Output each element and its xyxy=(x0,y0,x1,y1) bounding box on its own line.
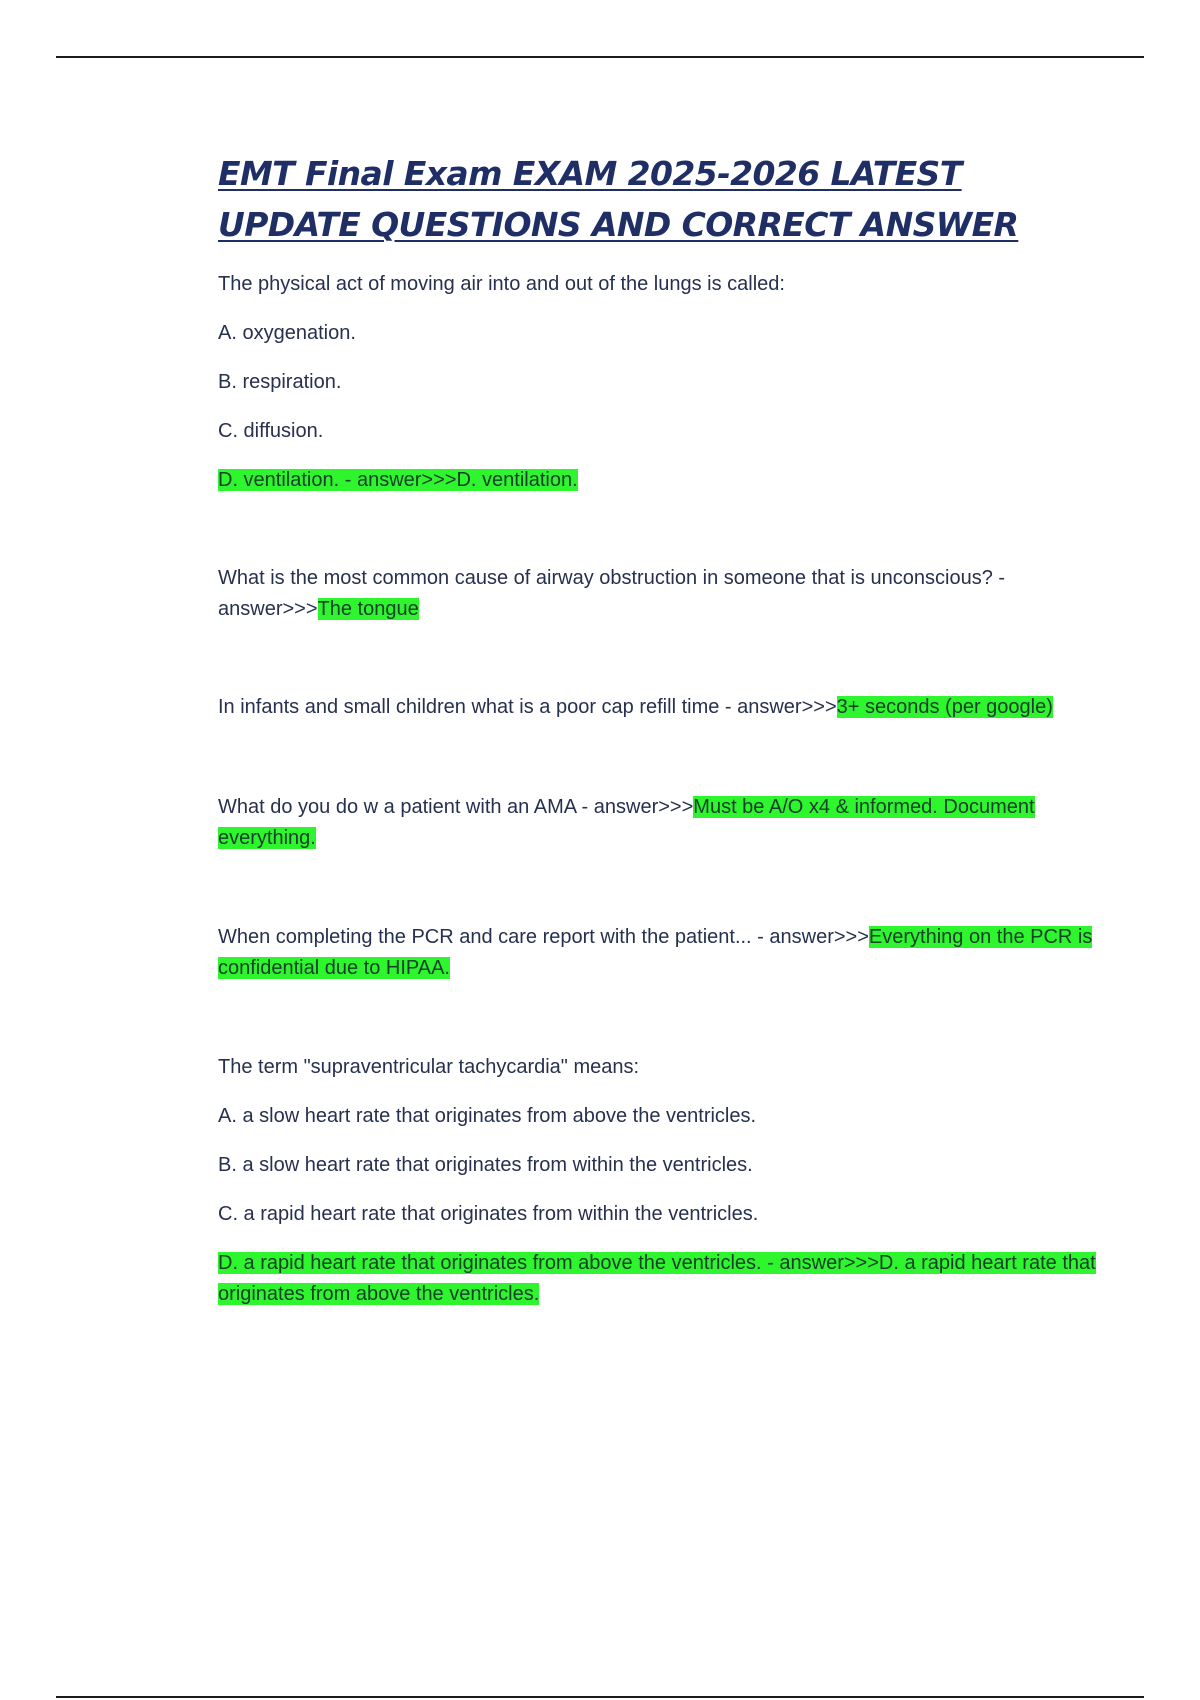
question-1-prompt: The physical act of moving air into and out of the lungs is called: xyxy=(218,273,785,295)
question-6-option-a: A. a slow heart rate that originates from above the ventricles. xyxy=(218,1105,757,1127)
question-5-prompt: When completing the PCR and care report with the patient... - answer>>> xyxy=(218,926,869,948)
question-2 xyxy=(218,563,1098,625)
question-1-option-c: C. diffusion. xyxy=(218,420,324,442)
question-6-option-b: B. a slow heart rate that originates from within the ventricles. xyxy=(218,1154,753,1176)
document-title: EMT Final Exam EXAM 2025-2026 LATEST UPDATE QUESTIONS AND CORRECT ANSWER xyxy=(218,154,1019,244)
answer-highlight: Everything on the PCR is confidential due to HIPAA. xyxy=(218,926,1093,979)
question-3-prompt: In infants and small children what is a poor cap refill time - answer>>> xyxy=(218,696,837,718)
bottom-rule xyxy=(56,1696,1144,1698)
question-5 xyxy=(218,922,1098,984)
answer-highlight: The tongue xyxy=(317,598,419,620)
answer-highlight: Must be A/O x4 & informed. Document everything. xyxy=(218,796,1035,849)
question-2-prompt: What is the most common cause of airway obstruction in someone that is unconscious? - answer>>> xyxy=(218,567,1006,620)
question-1-option-a: A. oxygenation. xyxy=(218,322,356,344)
document-body xyxy=(218,148,1098,1310)
question-3 xyxy=(218,692,1098,723)
top-rule xyxy=(56,56,1144,58)
answer-highlight: 3+ seconds (per google) xyxy=(836,696,1053,718)
question-6-option-c: C. a rapid heart rate that originates from within the ventricles. xyxy=(218,1203,759,1225)
question-6-answer xyxy=(218,1248,1098,1310)
question-1-answer xyxy=(218,465,1098,496)
answer-highlight: D. ventilation. - answer>>>D. ventilation. xyxy=(218,469,578,491)
question-4-prompt: What do you do w a patient with an AMA - answer>>> xyxy=(218,796,694,818)
answer-highlight: D. a rapid heart rate that originates from above the ventricles. - answer>>>D. a rapid heart rate that originates from above the ventricles. xyxy=(218,1252,1096,1305)
question-4 xyxy=(218,792,1098,854)
question-6-prompt: The term "supraventricular tachycardia" means: xyxy=(218,1056,640,1078)
question-1-option-b: B. respiration. xyxy=(218,371,342,393)
